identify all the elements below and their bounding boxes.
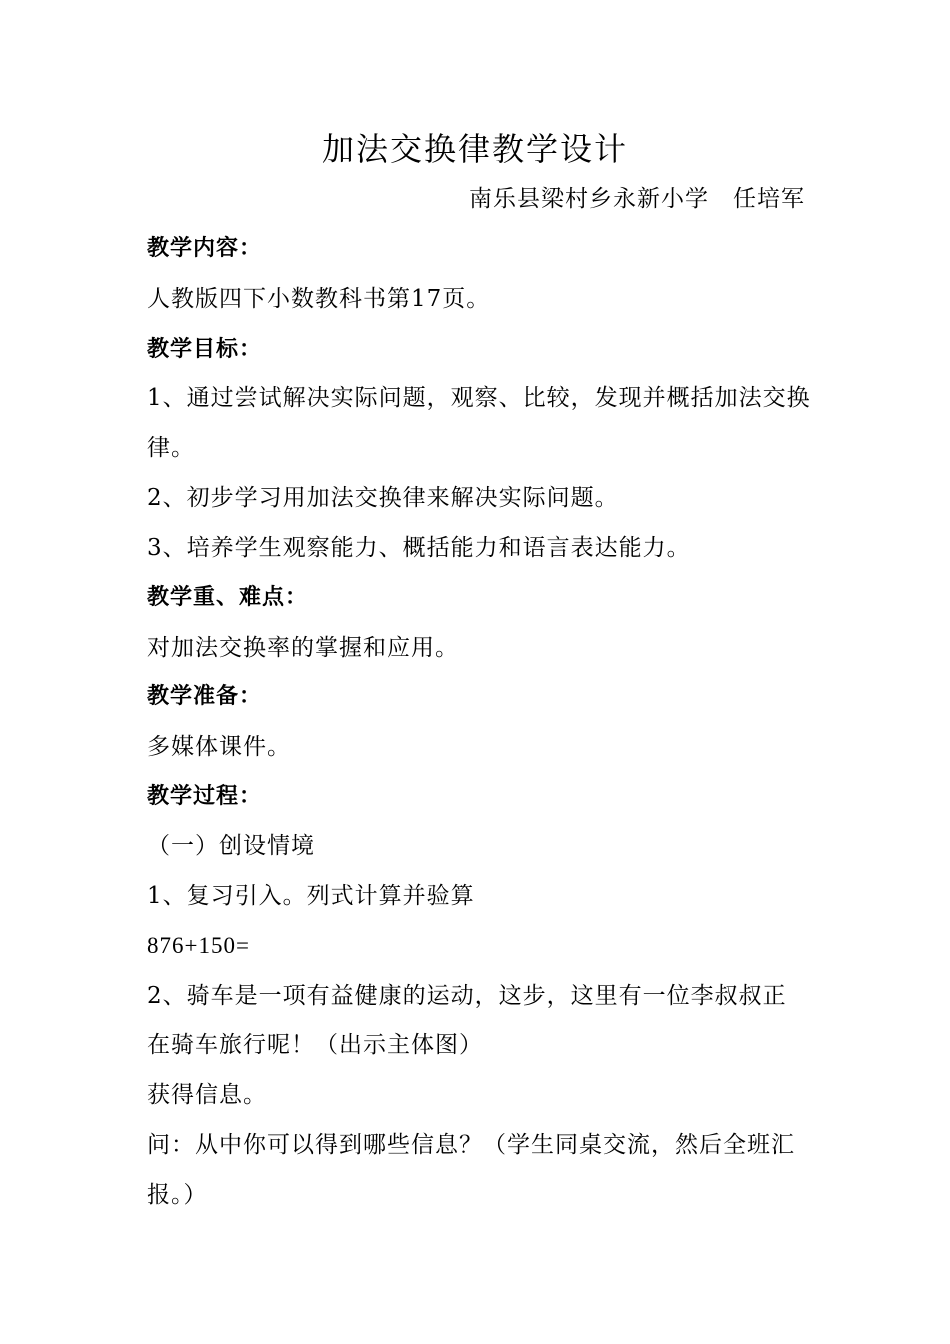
process-question-line-1: 问：从中你可以得到哪些信息？（学生同桌交流，然后全班汇 — [147, 1132, 795, 1158]
process-item-2-line-1: 2、骑车是一项有益健康的运动，这步，这里有一位李叔叔正 — [147, 983, 787, 1009]
goal-3: 3、培养学生观察能力、概括能力和语言表达能力。 — [147, 535, 691, 561]
process-item-1: 1、复习引入。列式计算并验算 — [147, 883, 475, 909]
section-heading-process: 教学过程： — [147, 784, 263, 809]
process-expression: 876+150= — [147, 933, 250, 958]
content-text: 人教版四下小数教科书第17页。 — [147, 286, 491, 312]
goal-1-line-1: 1、通过尝试解决实际问题，观察、比较，发现并概括加法交换 — [147, 385, 811, 411]
section-heading-content: 教学内容： — [147, 236, 263, 261]
section-heading-key-points: 教学重、难点： — [147, 585, 309, 610]
key-points-text: 对加法交换率的掌握和应用。 — [147, 635, 459, 661]
process-step-1: （一）创设情境 — [147, 833, 315, 859]
goal-2: 2、初步学习用加法交换律来解决实际问题。 — [147, 485, 619, 511]
process-info: 获得信息。 — [147, 1082, 267, 1108]
document-title: 加法交换律教学设计 — [321, 130, 628, 168]
process-question-line-2: 报。） — [147, 1182, 208, 1208]
goal-1-line-2: 律。 — [147, 435, 195, 461]
document-author: 南乐县梁村乡永新小学 任培军 — [469, 186, 805, 212]
section-heading-preparation: 教学准备： — [147, 684, 263, 709]
section-heading-goals: 教学目标： — [147, 337, 263, 362]
process-item-2-line-2: 在骑车旅行呢！（出示主体图） — [147, 1032, 483, 1058]
preparation-text: 多媒体课件。 — [147, 734, 291, 760]
